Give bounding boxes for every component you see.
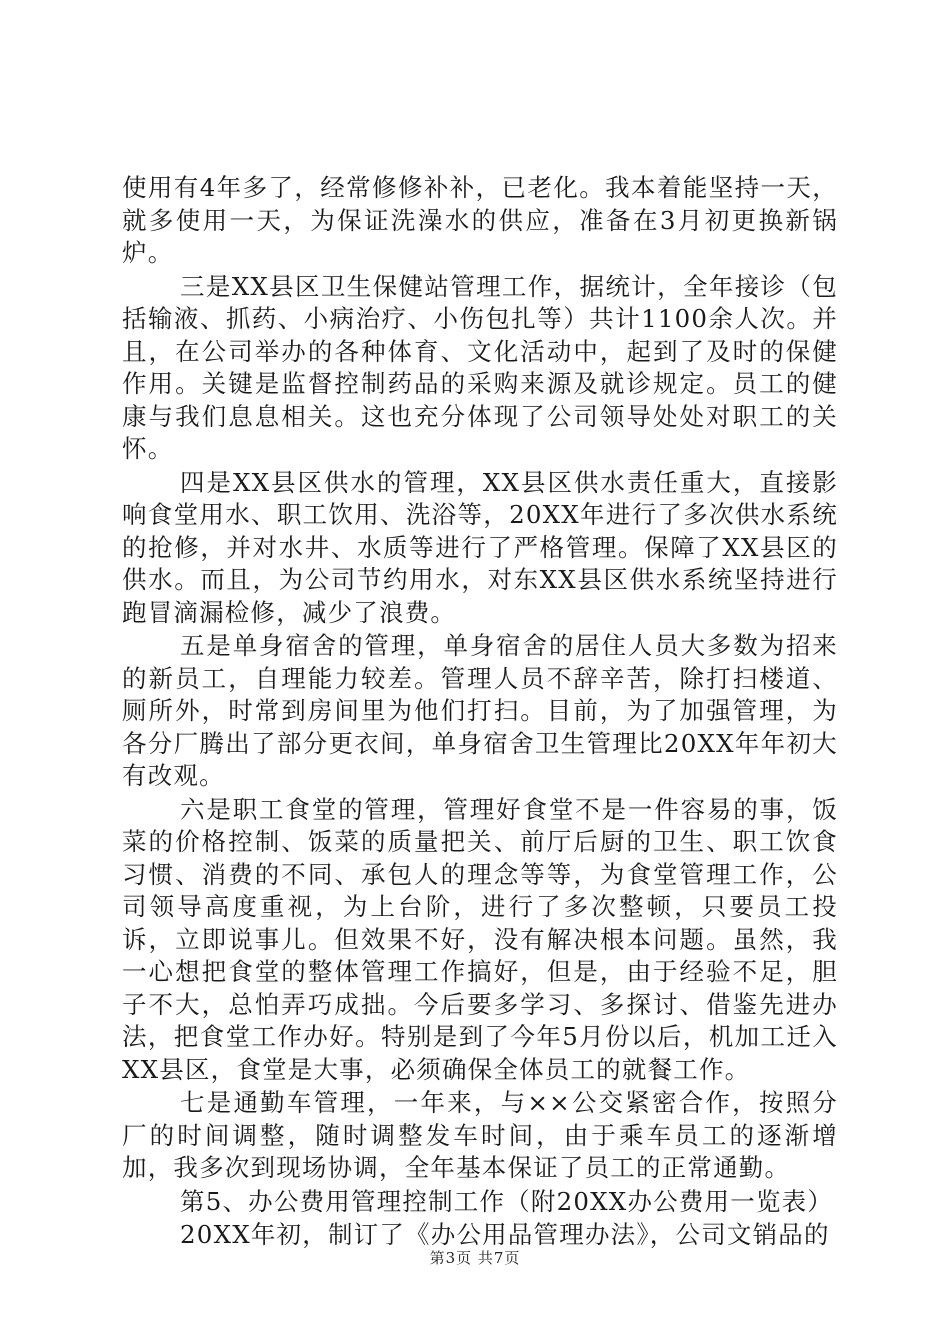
paragraph-health-station: 三是XX县区卫生保健站管理工作，据统计，全年接诊（包括输液、抓药、小病治疗、小伤包扎等）共计1100余人次。并且，在公司举办的各种体育、文化活动中，起到了及时的保健作用。关键是监督控制药品的采购来源及就诊规定。员工的健康与我们息息相关。这也充分体现了公司领导处处对职工的关怀。 [122, 271, 838, 463]
document-body [122, 172, 838, 1253]
page-number-footer: 第3页 共7页 [429, 1249, 521, 1267]
paragraph-commuter-bus: 七是通勤车管理，一年来，与××公交紧密合作，按照分厂的时间调整，随时调整发车时间，由于乘车员工的逐渐增加，我多次到现场协调，全年基本保证了员工的正常通勤。 [122, 1088, 838, 1182]
paragraph-water-supply: 四是XX县区供水的管理，XX县区供水责任重大，直接影响食堂用水、职工饮用、洗浴等，20XX年进行了多次供水系统的抢修，并对水井、水质等进行了严格管理。保障了XX县区的供水。而且，为公司节约用水，对东XX县区供水系统坚持进行跑冒滴漏检修，减少了浪费。 [122, 467, 838, 627]
paragraph-office-supplies: 20XX年初，制订了《办公用品管理办法》，公司文销品的 [180, 1220, 830, 1249]
paragraph-canteen: 六是职工食堂的管理，管理好食堂不是一件容易的事，饭菜的价格控制、饭菜的质量把关、前厅后厨的卫生、职工饮食习惯、消费的不同、承包人的理念等等，为食堂管理工作，公司领导高度重视，为上台阶，进行了多次整顿，只要员工投诉，立即说事儿。但效果不好，没有解决根本问题。虽然，我一心想把食堂的整体管理工作搞好，但是，由于经验不足，胆子不大，总怕弄巧成拙。今后要多学习、多探讨、借鉴先进办法，把食堂工作办好。特别是到了今年5月份以后，机加工迁入XX县区，食堂是大事，必须确保全体员工的就餐工作。 [122, 794, 838, 1084]
paragraph-boiler: 使用有4年多了，经常修修补补，已老化。我本着能坚持一天，就多使用一天，为保证洗澡水的供应，准备在3月初更换新锅炉。 [122, 173, 838, 267]
section-heading-office-expenses: 第5、办公费用管理控制工作（附20XX办公费用一览表） [180, 1186, 834, 1216]
paragraph-dormitory: 五是单身宿舍的管理，单身宿舍的居住人员大多数为招来的新员工，自理能力较差。管理人员不辞辛苦，除打扫楼道、厕所外，时常到房间里为他们打扫。目前，为了加强管理，为各分厂腾出了部分更衣间，单身宿舍卫生管理比20XX年年初大有改观。 [122, 631, 838, 790]
